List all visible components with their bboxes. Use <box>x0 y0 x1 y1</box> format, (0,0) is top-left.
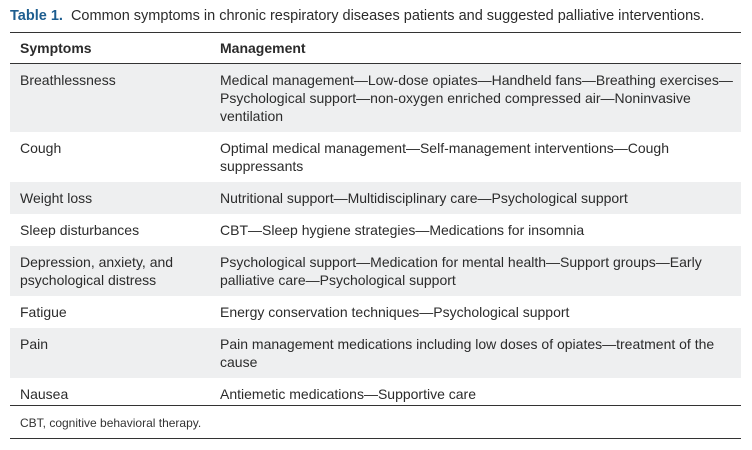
table-footnote: CBT, cognitive behavioral therapy. <box>10 405 741 439</box>
management-cell: Antiemetic medications—Supportive care <box>220 386 477 402</box>
header-management: Management <box>220 40 306 56</box>
management-cell: Medical management—Low-dose opiates—Handheld fans—Breathing exercises—Psychological support—non-oxygen enriched compressed air—Noninvasive ventilation <box>220 72 733 124</box>
symptom-cell: Cough <box>20 140 62 156</box>
table-row <box>10 296 741 328</box>
table-row <box>10 246 741 296</box>
management-cell: Pain management medications including low doses of opiates—treatment of the cause <box>220 336 715 370</box>
management-cell: CBT—Sleep hygiene strategies—Medications for insomnia <box>220 222 585 238</box>
management-cell: Optimal medical management—Self-management interventions—Cough suppressants <box>220 140 669 174</box>
symptom-cell: Sleep disturbances <box>20 222 140 238</box>
management-cell: Psychological support—Medication for mental health—Support groups—Early palliative care—Psychological support <box>220 254 702 288</box>
table-label: Table 1. <box>10 8 63 24</box>
table-row <box>10 214 741 246</box>
symptom-cell: Nausea <box>20 386 69 402</box>
management-cell: Energy conservation techniques—Psychological support <box>220 304 570 320</box>
header-symptoms: Symptoms <box>20 40 92 56</box>
management-cell: Nutritional support—Multidisciplinary care—Psychological support <box>220 190 628 206</box>
table-row <box>10 132 741 182</box>
table-caption <box>10 7 750 25</box>
table-title: Common symptoms in chronic respiratory diseases patients and suggested palliative interventions. <box>70 8 705 24</box>
symptom-cell: Weight loss <box>20 190 93 206</box>
symptoms-table <box>10 32 741 410</box>
symptom-cell: Breathlessness <box>20 72 116 88</box>
symptom-cell: Depression, anxiety, and psychological distress <box>20 254 174 288</box>
symptom-cell: Pain <box>20 336 49 352</box>
symptom-cell: Fatigue <box>20 304 67 320</box>
table-row <box>10 182 741 214</box>
table-header <box>10 32 741 64</box>
table-row <box>10 328 741 378</box>
table-row <box>10 64 741 132</box>
